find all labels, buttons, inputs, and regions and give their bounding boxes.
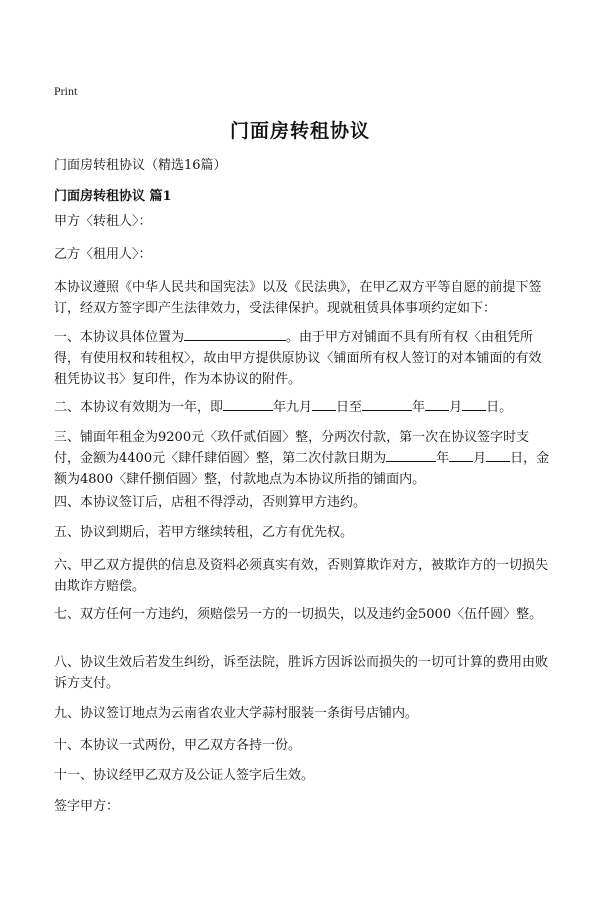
end-day-blank: [462, 397, 486, 411]
section-heading: 门面房转租协议 篇1: [54, 189, 172, 204]
print-link[interactable]: Print: [54, 84, 78, 98]
payment-day-blank: [486, 448, 510, 462]
end-year-blank: [362, 397, 412, 411]
clause-3-text-c: 月: [473, 451, 487, 466]
payment-year-blank: [386, 448, 436, 462]
document-title: 门面房转租协议: [229, 120, 370, 142]
clause-1-text-a: 一、本协议具体位置为: [54, 330, 185, 345]
clause-10: 十、本协议一式两份，甲乙双方各持一份。: [54, 738, 302, 753]
clause-4: 四、本协议签订后，店租不得浮动，否则算甲方违约。: [54, 495, 367, 510]
clause-11: 十一、协议经甲乙双方及公证人签字后生效。: [54, 768, 315, 783]
signature-party-a: 签字甲方：: [54, 799, 120, 814]
clause-5: 五、协议到期后，若甲方继续转租，乙方有优先权。: [54, 525, 354, 540]
location-blank: [184, 327, 286, 341]
start-day-blank: [312, 397, 336, 411]
clause-2-text-b: 年九月: [273, 400, 313, 415]
intro-paragraph: 本协议遵照《中华人民共和国宪法》以及《民法典》，在甲乙双方平等自愿的前提下签订，经双方签字即产生法律效力，受法律保护。现就租赁具体事项约定如下：: [54, 280, 542, 316]
start-year-blank: [223, 397, 273, 411]
clause-3: [54, 427, 554, 490]
clause-2-text-e: 月: [449, 400, 463, 415]
clause-2-text-d: 年: [412, 400, 426, 415]
clause-3-text-b: 年: [436, 451, 450, 466]
clause-1-text-b: 。由于甲方对铺面不具有所有权〈由租凭所得，有使用权和转租权〉，故由甲方提供原协议〈铺面所有权人签订的对本铺面的有效租凭协议书〉复印件，作为本协议的附件。: [54, 330, 542, 387]
clause-2-text-c: 日至: [336, 400, 363, 415]
clause-2: [54, 397, 554, 418]
party-a-line: 甲方〈转租人〉：: [54, 214, 152, 229]
clause-2-text-f: 日。: [486, 400, 513, 415]
party-b-line: 乙方〈租用人〉：: [54, 247, 152, 262]
document-subtitle: 门面房转租协议（精选16篇）: [54, 158, 227, 173]
clause-9: 九、协议签订地点为云南省农业大学蒜村服装一条街号店铺内。: [54, 706, 419, 721]
clause-1: [54, 327, 554, 390]
end-month-blank: [425, 397, 449, 411]
payment-month-blank: [449, 448, 473, 462]
clause-8: 八、协议生效后若发生纠纷，诉至法院，胜诉方因诉讼而损失的一切可计算的费用由败诉方支付。: [54, 655, 549, 691]
clause-7: 七、双方任何一方违约，须赔偿另一方的一切损失，以及违约金5000〈伍仟圆〉整。: [54, 607, 543, 622]
clause-3-text-a: 三、铺面年租金为9200元〈玖仟贰佰圆〉整，分两次付款，第一次在协议签字时支付，金额为4400元〈肆仟肆佰圆〉整，第二次付款日期为: [54, 430, 530, 466]
clause-6: 六、甲乙双方提供的信息及资料必须真实有效，否则算欺诈对方，被欺诈方的一切损失由欺诈方赔偿。: [54, 558, 549, 594]
clause-2-text-a: 二、本协议有效期为一年，即: [54, 400, 224, 415]
clause-3-text-d: 日，金额为4800〈肆仟捌佰圆〉整，付款地点为本协议所指的铺面内。: [54, 451, 550, 487]
